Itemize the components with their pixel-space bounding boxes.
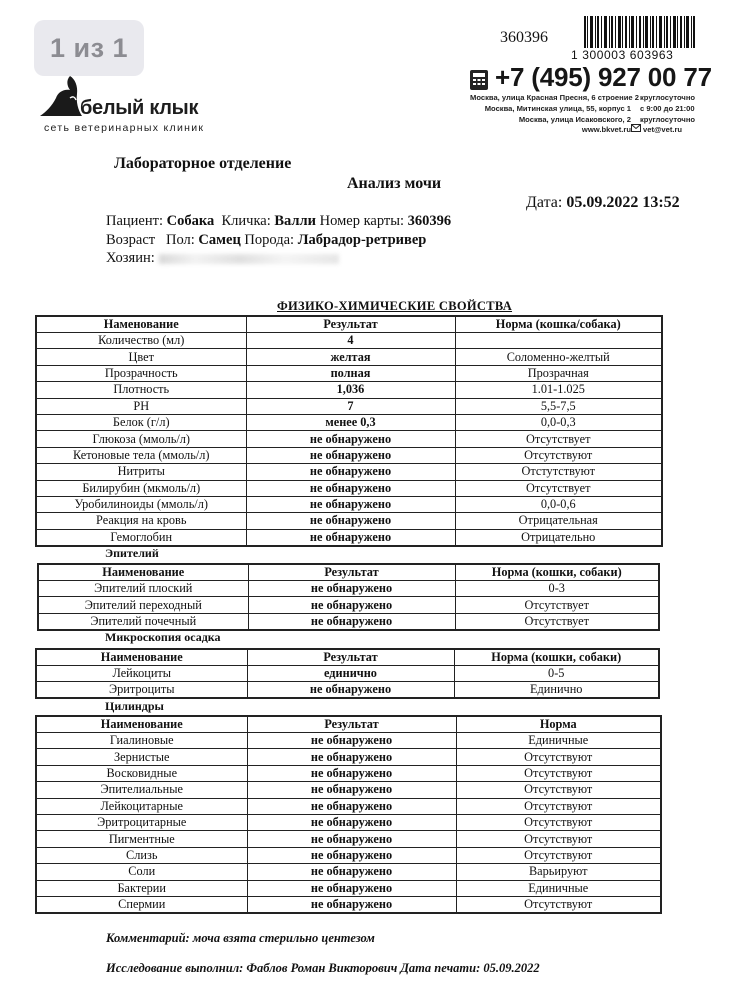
row-result: не обнаружено	[246, 431, 455, 447]
row-name: Пигментные	[36, 831, 247, 847]
table-row	[36, 814, 661, 830]
row-name: Эпителий почечный	[38, 613, 248, 630]
row-norm: 0,0-0,3	[455, 414, 662, 430]
patient-details-line	[106, 232, 426, 249]
card-label: Номер карты:	[319, 213, 405, 229]
table-row	[38, 597, 659, 613]
row-name: Слизь	[36, 847, 247, 863]
age-label: Возраст	[106, 232, 156, 248]
row-name: Эпителий плоский	[38, 581, 248, 597]
clinic-hours: с 9:00 до 21:00	[640, 104, 695, 113]
physchem-title: ФИЗИКО-ХИМИЧЕСКИЕ СВОЙСТВА	[277, 299, 513, 313]
phone-icon	[469, 69, 489, 91]
row-norm: Отсутствует	[455, 431, 662, 447]
row-result: менее 0,3	[246, 414, 455, 430]
table-row	[36, 529, 662, 546]
row-result: не обнаружено	[246, 480, 455, 496]
row-result: не обнаружено	[246, 529, 455, 546]
row-name: Лейкоцитарные	[36, 798, 247, 814]
comment-text: Комментарий: моча взята стерильно центезом	[106, 931, 375, 945]
row-norm: Отсутствуют	[456, 847, 661, 863]
row-name: Гемоглобин	[36, 529, 246, 546]
row-name: Цвет	[36, 349, 246, 365]
row-norm: Отсутствуют	[456, 896, 661, 913]
row-result: не обнаружено	[247, 864, 456, 880]
table-row	[36, 496, 662, 512]
microscopy-table	[35, 648, 660, 699]
table-row	[36, 864, 661, 880]
clinic-tagline: сеть ветеринарных клиник	[44, 122, 205, 134]
row-norm: 0,0-0,6	[455, 496, 662, 512]
row-name: Бактерии	[36, 880, 247, 896]
clinic-phone: +7 (495) 927 00 77	[495, 62, 712, 92]
microscopy-title: Микроскопия осадка	[105, 630, 221, 644]
column-header: Норма (кошки, собаки)	[454, 649, 659, 666]
row-norm: Отсутствуют	[456, 831, 661, 847]
row-norm: 5,5-7,5	[455, 398, 662, 414]
table-row	[36, 782, 661, 798]
row-result: не обнаружено	[247, 847, 456, 863]
table-row	[38, 581, 659, 597]
row-name: Кетоновые тела (ммоль/л)	[36, 447, 246, 463]
table-row	[38, 613, 659, 630]
row-name: Билирубин (мкмоль/л)	[36, 480, 246, 496]
table-row	[36, 666, 659, 682]
page-indicator: 1 из 1	[34, 20, 144, 76]
table-row	[36, 880, 661, 896]
row-result: не обнаружено	[246, 447, 455, 463]
row-norm: Единичные	[456, 733, 661, 749]
row-result: не обнаружено	[248, 613, 455, 630]
column-header: Норма	[456, 716, 661, 733]
row-name: Эпителий переходный	[38, 597, 248, 613]
clinic-address: Москва, улица Исаковского, 2	[518, 115, 631, 124]
row-norm: Отсутствуют	[456, 814, 661, 830]
row-result: единично	[247, 666, 454, 682]
owner-redacted	[159, 254, 339, 264]
table-row	[36, 382, 662, 398]
row-norm	[455, 333, 662, 349]
patient-breed: Лабрадор-ретривер	[297, 232, 427, 248]
table-row	[36, 464, 662, 480]
row-norm: Отсутствуют	[456, 798, 661, 814]
clinic-website[interactable]: www.bkvet.ru	[581, 125, 631, 134]
row-name: Лейкоциты	[36, 666, 247, 682]
row-result: не обнаружено	[246, 464, 455, 480]
row-norm: Отсутствуют	[456, 765, 661, 781]
row-norm: 0-5	[454, 666, 659, 682]
row-norm: Прозрачная	[455, 365, 662, 381]
clinic-name: белый клык	[80, 97, 199, 119]
row-name: PH	[36, 398, 246, 414]
row-result: 4	[246, 333, 455, 349]
row-result: не обнаружено	[247, 831, 456, 847]
table-row	[36, 447, 662, 463]
row-norm: Отсутствует	[455, 480, 662, 496]
row-norm: 1.01-1.025	[455, 382, 662, 398]
column-header: Результат	[248, 564, 455, 581]
table-row	[36, 480, 662, 496]
patient-label: Пациент:	[106, 213, 163, 229]
owner-label: Хозяин:	[106, 250, 155, 266]
row-norm: Отрицательно	[455, 529, 662, 546]
row-name: Белок (г/л)	[36, 414, 246, 430]
row-result: не обнаружено	[247, 749, 456, 765]
cylinders-title: Цилиндры	[105, 699, 164, 713]
table-row	[36, 513, 662, 529]
row-norm: Варьируют	[456, 864, 661, 880]
epithelium-title: Эпителий	[105, 546, 159, 560]
row-norm: Отсутствуют	[456, 782, 661, 798]
row-result: не обнаружено	[247, 880, 456, 896]
row-name: Эритроцитарные	[36, 814, 247, 830]
row-result: не обнаружено	[247, 798, 456, 814]
table-row	[36, 765, 661, 781]
row-name: Уробилиноиды (ммоль/л)	[36, 496, 246, 512]
column-header: Наименование	[36, 649, 247, 666]
row-norm: Единично	[454, 682, 659, 699]
row-result: не обнаружено	[247, 896, 456, 913]
row-norm: Отсутствует	[455, 597, 659, 613]
row-norm: Отсутствуют	[456, 749, 661, 765]
document-date	[526, 194, 680, 212]
row-norm: Соломенно-желтый	[455, 349, 662, 365]
row-result: не обнаружено	[247, 733, 456, 749]
row-result: полная	[246, 365, 455, 381]
column-header: Наименование	[38, 564, 248, 581]
dog-logo-icon	[40, 74, 82, 118]
row-result: не обнаружено	[247, 765, 456, 781]
clinic-address: Москва, улица Красная Пресня, 6 строение 2	[470, 93, 639, 102]
column-header: Наменование	[36, 316, 246, 333]
clinic-hours: круглосуточно	[640, 93, 696, 102]
column-header: Результат	[246, 316, 455, 333]
column-header: Норма (кошки, собаки)	[455, 564, 659, 581]
patient-species: Собака	[166, 213, 215, 229]
column-header: Наименование	[36, 716, 247, 733]
patient-line	[106, 213, 451, 230]
row-norm: Отсутствует	[455, 613, 659, 630]
name-label: Кличка:	[221, 213, 271, 229]
row-name: Количество (мл)	[36, 333, 246, 349]
table-row	[36, 682, 659, 699]
clinic-address: Москва, Митинская улица, 55, корпус 1	[484, 104, 631, 113]
row-result: не обнаружено	[248, 581, 455, 597]
breed-label: Порода:	[244, 232, 295, 248]
column-header: Норма (кошка/собака)	[455, 316, 662, 333]
row-name: Соли	[36, 864, 247, 880]
column-header: Результат	[247, 649, 454, 666]
table-row	[36, 414, 662, 430]
row-name: Восковидные	[36, 765, 247, 781]
epithelium-table	[37, 563, 660, 631]
table-row	[36, 749, 661, 765]
row-result: не обнаружено	[248, 597, 455, 613]
row-name: Реакция на кровь	[36, 513, 246, 529]
table-row	[36, 733, 661, 749]
row-name: Спермии	[36, 896, 247, 913]
row-result: не обнаружено	[247, 682, 454, 699]
row-result: не обнаружено	[247, 782, 456, 798]
row-result: желтая	[246, 349, 455, 365]
owner-line	[106, 250, 339, 267]
row-name: Гиалиновые	[36, 733, 247, 749]
row-name: Нитриты	[36, 464, 246, 480]
table-row	[36, 798, 661, 814]
row-result: не обнаружено	[246, 513, 455, 529]
row-result: не обнаружено	[247, 814, 456, 830]
mail-icon	[631, 124, 641, 132]
date-value: 05.09.2022 13:52	[566, 194, 680, 211]
table-row	[36, 333, 662, 349]
cylinders-table	[35, 715, 662, 914]
table-row	[36, 431, 662, 447]
row-result: 1,036	[246, 382, 455, 398]
row-name: Зернистые	[36, 749, 247, 765]
performer-text: Исследование выполнил: Фаблов Роман Викторович Дата печати: 05.09.2022	[106, 961, 540, 975]
sex-label: Пол:	[165, 232, 195, 248]
row-norm: 0-3	[455, 581, 659, 597]
row-result: 7	[246, 398, 455, 414]
table-row	[36, 847, 661, 863]
row-name: Эритроциты	[36, 682, 247, 699]
card-number: 360396	[407, 213, 452, 229]
patient-name: Валли	[274, 213, 317, 229]
table-row	[36, 831, 661, 847]
row-name: Прозрачность	[36, 365, 246, 381]
table-row	[36, 365, 662, 381]
row-name: Плотность	[36, 382, 246, 398]
clinic-hours: круглосуточно	[640, 115, 696, 124]
page-title: Анализ мочи	[347, 175, 442, 192]
row-norm: Отстутствуют	[455, 464, 662, 480]
clinic-logo	[40, 74, 240, 136]
row-norm: Отрицательная	[455, 513, 662, 529]
department-title: Лабораторное отделение	[114, 155, 292, 172]
date-label: Дата:	[526, 194, 563, 211]
row-norm: Отсутствуют	[455, 447, 662, 463]
column-header: Результат	[247, 716, 456, 733]
barcode-digits: 1 300003 603963	[571, 48, 674, 62]
clinic-email[interactable]: vet@vet.ru	[643, 125, 683, 134]
row-result: не обнаружено	[246, 496, 455, 512]
table-row	[36, 398, 662, 414]
document-number: 360396	[500, 29, 548, 46]
row-name: Эпителиальные	[36, 782, 247, 798]
row-name: Глюкоза (ммоль/л)	[36, 431, 246, 447]
physchem-table	[35, 315, 663, 547]
table-row	[36, 896, 661, 913]
table-row	[36, 349, 662, 365]
barcode-icon	[584, 16, 696, 48]
row-norm: Единичные	[456, 880, 661, 896]
patient-sex: Самец	[198, 232, 241, 248]
